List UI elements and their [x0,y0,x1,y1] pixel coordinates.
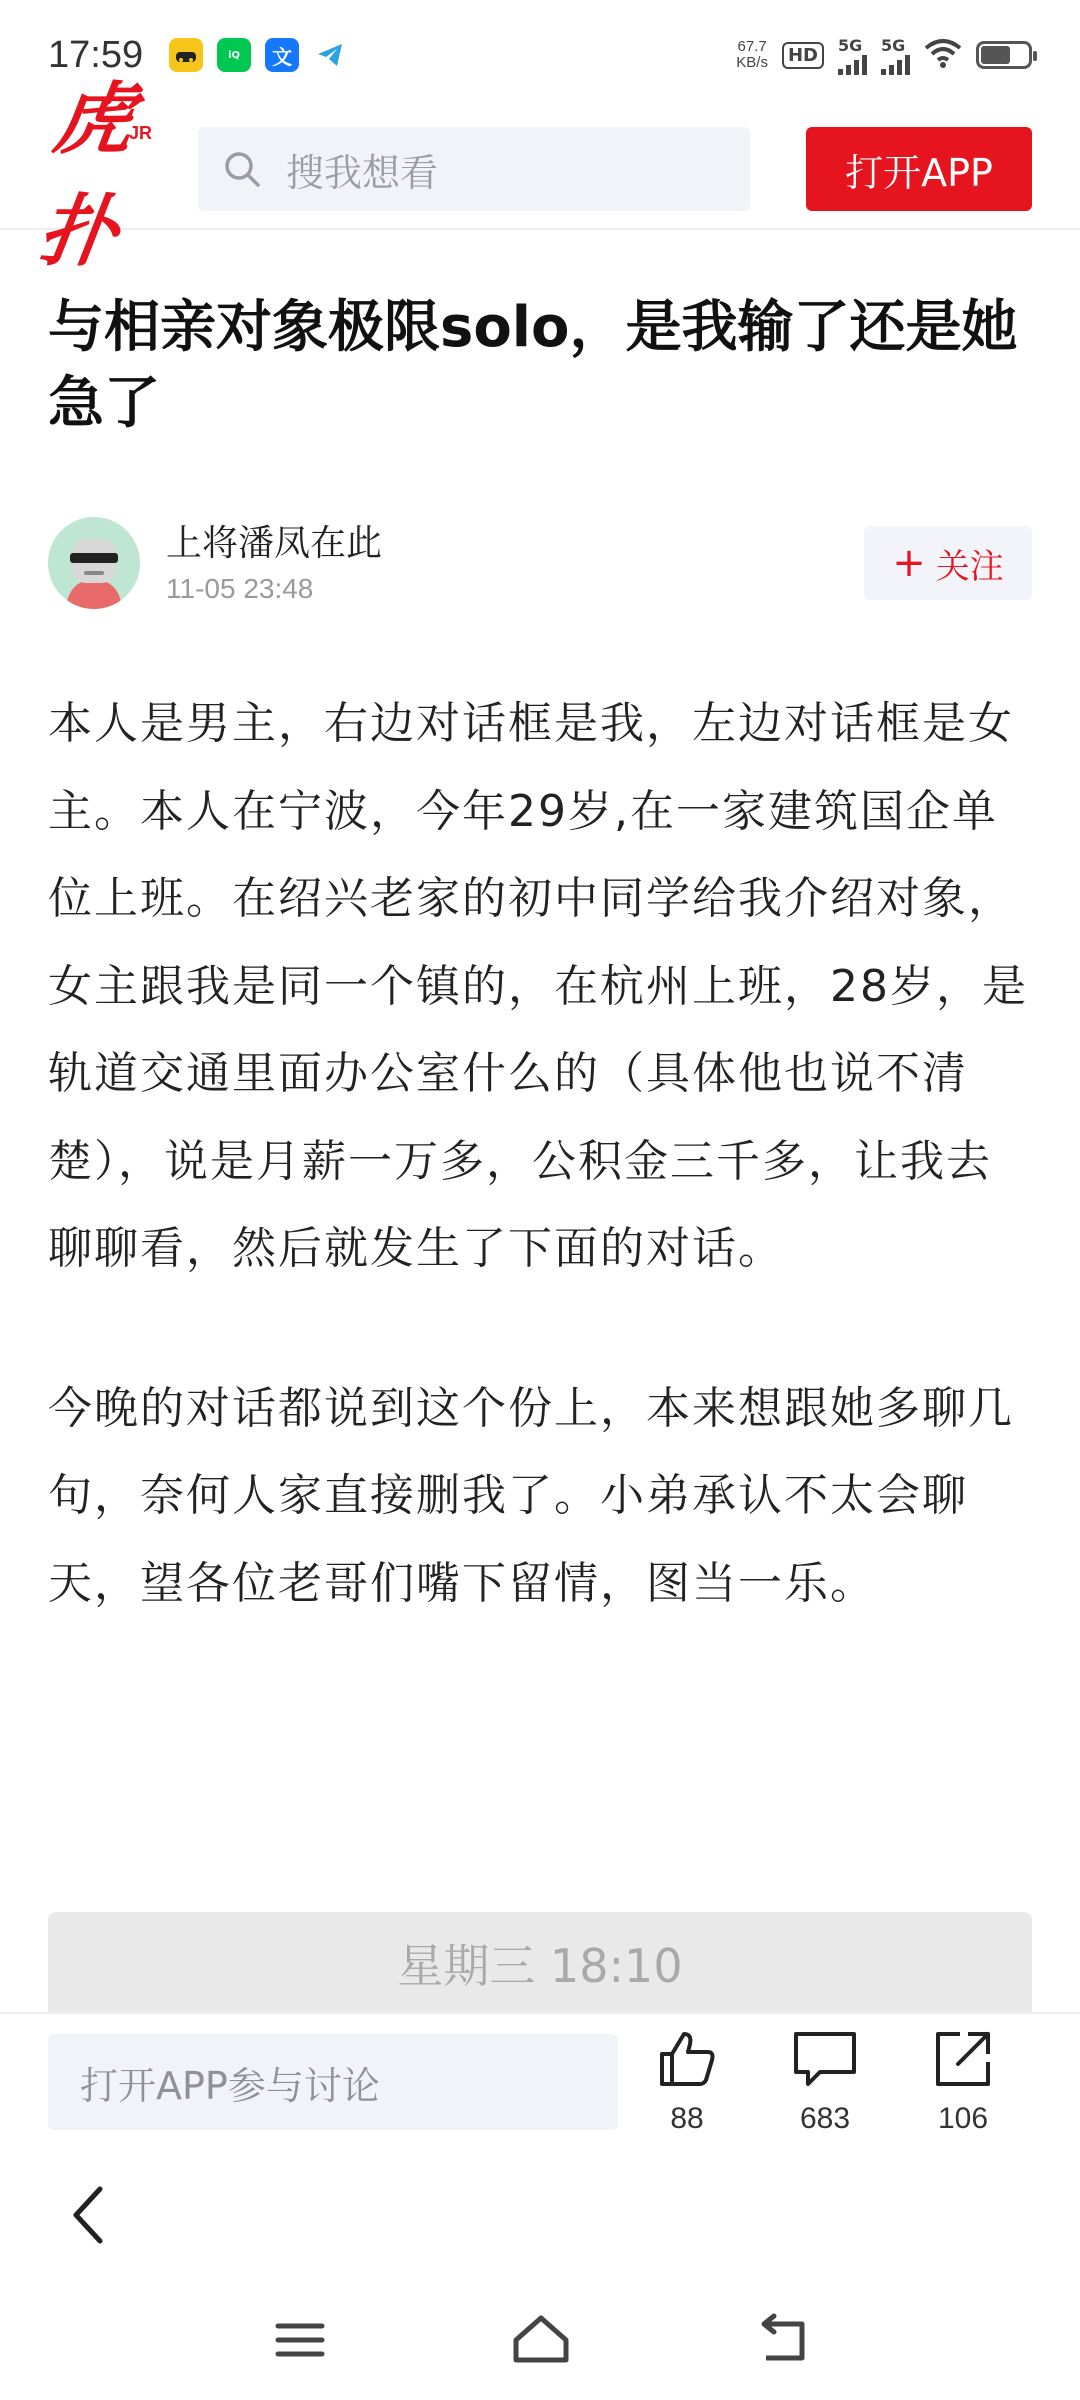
didi-icon [169,38,203,72]
system-nav-bar [0,2290,1080,2400]
hupu-logo[interactable] [32,75,158,277]
search-placeholder: 搜我想看 [286,150,439,195]
comment-button[interactable] [756,2028,894,2136]
follow-button[interactable] [864,526,1032,600]
share-button[interactable] [894,2028,1032,2136]
article-title: 与相亲对象极限solo，是我输了还是她急了 [48,295,1018,436]
author-info [166,521,382,605]
net-speed-value: 67.7 [737,38,767,55]
article-paragraph-2: 今晚的对话都说到这个份上，本来想跟她多聊几句，奈何人家直接删我了。小弟承认不太会聊天，望各位老哥们嘴下留情，图当一乐。 [48,1382,1014,1609]
iqiyi-icon: iQ [217,38,251,72]
open-app-button[interactable]: 打开APP [806,127,1032,211]
back-nav-icon[interactable] [752,2310,812,2374]
net-speed-unit: KB/s [736,54,768,71]
author-name[interactable]: 上将潘凤在此 [166,523,383,564]
menu-icon[interactable] [270,2310,330,2374]
share-icon [932,2028,994,2094]
status-indicators [736,36,1032,75]
alipay-icon: 文 [265,38,299,72]
post-time: 11-05 23:48 [166,573,314,604]
signal-icon-2 [881,36,910,75]
follow-label: 关注 [935,546,1004,587]
like-count: 88 [670,2102,704,2135]
status-time: 17:59 [48,33,144,76]
telegram-icon [313,38,347,72]
app-header [0,75,1080,277]
comment-input[interactable]: 打开APP参与讨论 [48,2034,618,2130]
share-count: 106 [937,2102,989,2135]
plus-icon: + [892,540,926,586]
chat-timestamp: 星期三 18:10 [397,1939,683,1993]
network-speed [736,39,768,71]
action-bar [0,2012,1080,2150]
signal-icon-1 [838,36,867,75]
logo-sub: JR [128,123,152,143]
chevron-left-icon [60,2240,120,2259]
avatar[interactable] [48,517,140,609]
chat-screenshot-preview[interactable] [48,1912,1032,2014]
status-app-icons [169,38,347,72]
sig2-label: 5G [881,35,906,55]
like-button[interactable] [618,2028,756,2136]
action-icons [618,2028,1032,2136]
back-button[interactable] [60,2175,120,2255]
author-row [48,515,1032,611]
article-body [48,680,1032,1699]
comment-count: 683 [799,2102,851,2135]
wifi-icon [924,38,962,72]
search-icon [222,149,262,189]
battery-icon [976,41,1032,69]
logo-text: 虎扑 [32,75,132,277]
search-input[interactable] [198,127,750,211]
home-icon[interactable] [510,2310,572,2374]
thumbs-up-icon [656,2028,718,2094]
sig1-label: 5G [838,35,863,55]
article-paragraph-1: 本人是男主，右边对话框是我，左边对话框是女主。本人在宁波，今年29岁,在一家建筑国企单位上班。在绍兴老家的初中同学给我介绍对象，女主跟我是同一个镇的，在杭州上班，28岁，是轨道交通里面办公室什么的（具体他也说不清楚），说是月薪一万多，公积金三千多，让我去聊聊看，然后就发生了下面的对话。 [48,698,1028,1274]
comment-icon [792,2028,858,2094]
hd-voice-icon: HD [782,42,824,69]
